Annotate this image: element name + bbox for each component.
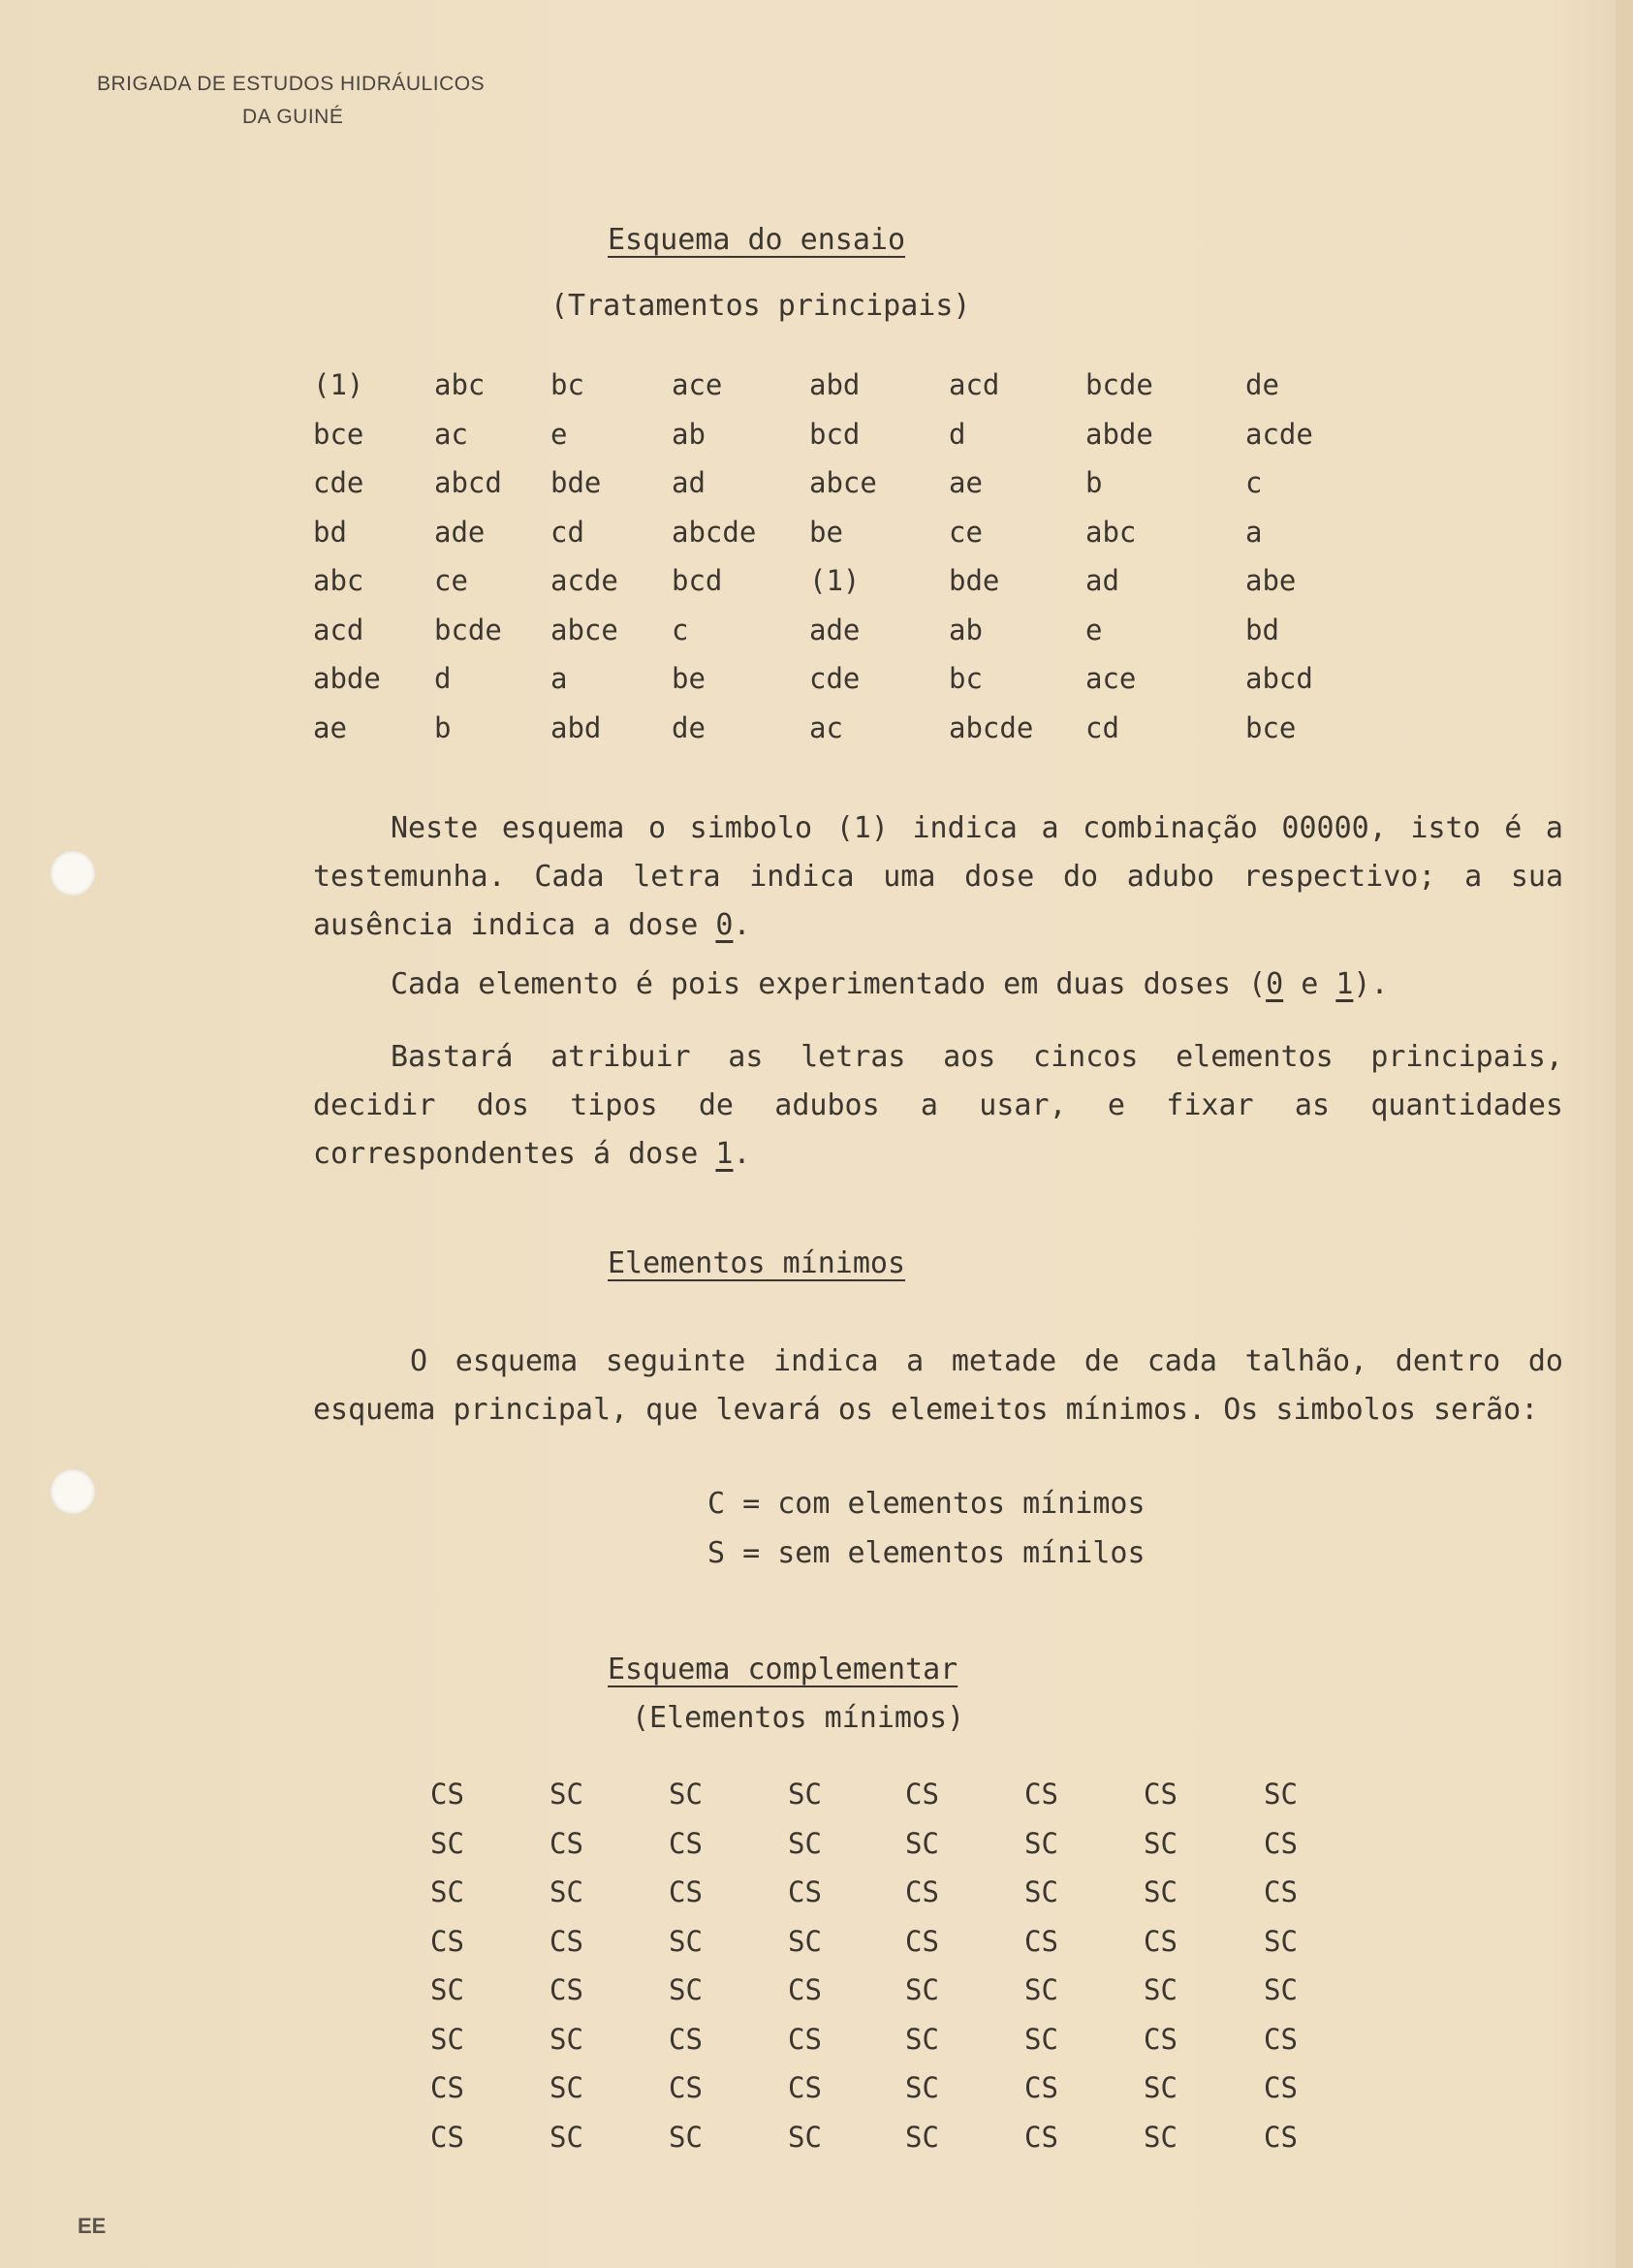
complementary-cell: SC	[788, 1924, 822, 1958]
complementary-cell: SC	[1144, 2120, 1178, 2154]
treatment-cell: ce	[949, 515, 983, 549]
complementary-cell: SC	[550, 2120, 583, 2154]
complementary-cell: SC	[1264, 1973, 1298, 2006]
treatment-cell: abcd	[1245, 662, 1313, 695]
complementary-cell: SC	[1024, 2022, 1058, 2056]
complementary-cell: SC	[1024, 1826, 1058, 1860]
complementary-cell: CS	[1144, 1778, 1178, 1811]
treatment-cell: ade	[434, 515, 486, 549]
complementary-cell: CS	[1024, 1924, 1058, 1958]
complementary-cell: CS	[550, 1924, 583, 1958]
treatment-cell: abc	[434, 368, 486, 401]
treatment-cell: abd	[809, 368, 861, 401]
treatment-cell: cde	[313, 466, 364, 499]
treatment-cell: acde	[550, 564, 618, 597]
paragraph-2-dose-0: 0	[1266, 967, 1284, 1001]
treatment-cell: d	[949, 417, 966, 451]
treatment-cell: b	[434, 710, 452, 744]
treatment-cell: a	[550, 662, 568, 695]
treatment-cell: ace	[1085, 662, 1137, 695]
treatment-cell: ab	[672, 417, 706, 451]
section-subtitle-tratamentos: (Tratamentos principais)	[550, 289, 971, 323]
complementary-cell: SC	[550, 1778, 583, 1811]
complementary-cell: SC	[905, 2071, 939, 2104]
complementary-cell: CS	[430, 2071, 464, 2104]
treatment-cell: c	[1245, 466, 1263, 499]
treatment-cell: cd	[550, 515, 584, 549]
complementary-cell: SC	[430, 1973, 464, 2006]
treatment-cell: bcd	[672, 564, 723, 597]
treatment-cell: abde	[313, 662, 381, 695]
treatment-cell: cd	[1085, 710, 1119, 744]
page-edge	[1616, 0, 1633, 2268]
treatment-cell: bd	[1245, 613, 1279, 646]
treatment-cell: acde	[1245, 417, 1313, 451]
complementary-cell: CS	[550, 1826, 583, 1860]
complementary-cell: CS	[430, 1924, 464, 1958]
punch-hole-top	[50, 851, 95, 896]
section-title-esquema-ensaio: Esquema do ensaio	[608, 223, 906, 257]
complementary-cell: CS	[550, 1973, 583, 2006]
paragraph-1-underlined: 0	[715, 908, 734, 942]
treatment-cell: bce	[313, 417, 364, 451]
treatment-cell: abe	[1245, 564, 1297, 597]
treatment-cell: ae	[313, 710, 347, 744]
treatment-cell: acd	[949, 368, 1000, 401]
treatment-cell: b	[1085, 466, 1103, 499]
definition-s: S = sem elementos mínilos	[707, 1536, 1146, 1570]
treatment-cell: (1)	[809, 564, 861, 597]
complementary-cell: SC	[1264, 1924, 1298, 1958]
treatments-grid	[313, 368, 1379, 756]
complementary-cell: SC	[1144, 2071, 1178, 2104]
treatment-cell: bde	[550, 466, 602, 499]
treatment-cell: bc	[550, 368, 584, 401]
complementary-cell: CS	[1144, 2022, 1178, 2056]
treatment-cell: abce	[809, 466, 877, 499]
treatment-cell: abde	[1085, 417, 1153, 451]
treatment-cell: ad	[672, 466, 706, 499]
paragraph-3-dose-1: 1	[715, 1137, 734, 1171]
complementary-cell: SC	[905, 1973, 939, 2006]
complementary-cell: CS	[788, 1973, 822, 2006]
paragraph-minimum-elements: O esquema seguinte indica a metade de cada talhão, dentro do esquema principal, que levará os elemeitos mínimos. Os simbolos serão:	[313, 1344, 1563, 1427]
complementary-cell: SC	[430, 1875, 464, 1908]
treatment-cell: de	[672, 710, 706, 744]
complementary-cell: SC	[905, 1826, 939, 1860]
treatment-cell: be	[672, 662, 706, 695]
paragraph-attribution	[313, 1033, 1563, 1179]
treatment-cell: abcd	[434, 466, 502, 499]
treatment-cell: bcde	[434, 613, 502, 646]
complementary-cell: SC	[669, 1973, 703, 2006]
treatment-cell: ab	[949, 613, 983, 646]
complementary-cell: CS	[1024, 2120, 1058, 2154]
complementary-cell: CS	[669, 1875, 703, 1908]
treatment-cell: e	[550, 417, 568, 451]
complementary-cell: SC	[905, 2022, 939, 2056]
complementary-cell: CS	[669, 1826, 703, 1860]
section-subtitle-elementos-minimos: (Elementos mínimos)	[632, 1701, 965, 1735]
treatment-cell: ae	[949, 466, 983, 499]
complementary-cell: SC	[788, 1778, 822, 1811]
complementary-cell: CS	[905, 1924, 939, 1958]
complementary-grid	[430, 1778, 1303, 2165]
complementary-cell: SC	[788, 2120, 822, 2154]
complementary-cell: SC	[669, 2120, 703, 2154]
complementary-cell: SC	[905, 2120, 939, 2154]
letterhead-line-1: BRIGADA DE ESTUDOS HIDRÁULICOS	[97, 73, 486, 95]
treatment-cell: bcde	[1085, 368, 1153, 401]
paragraph-2-mid: e	[1283, 967, 1336, 1001]
treatment-cell: abce	[550, 613, 618, 646]
complementary-cell: SC	[788, 1826, 822, 1860]
complementary-cell: CS	[1024, 2071, 1058, 2104]
complementary-cell: CS	[1144, 1924, 1178, 1958]
complementary-cell: SC	[669, 1778, 703, 1811]
treatment-cell: abc	[1085, 515, 1137, 549]
paragraph-2-text: Cada elemento é pois experimentado em duas doses (	[391, 967, 1267, 1001]
paragraph-3-text: Bastará atribuir as letras aos cincos elementos principais, decidir dos tipos de adubos a usar, e fixar as quantidades correspondentes á dose	[313, 1040, 1563, 1171]
treatment-cell: de	[1245, 368, 1279, 401]
treatment-cell: a	[1245, 515, 1263, 549]
treatment-cell: ade	[809, 613, 861, 646]
paragraph-2-end: ).	[1353, 967, 1389, 1001]
treatment-cell: be	[809, 515, 843, 549]
treatment-cell: e	[1085, 613, 1103, 646]
treatment-cell: ac	[809, 710, 843, 744]
definition-c: C = com elementos mínimos	[707, 1487, 1146, 1521]
complementary-cell: CS	[669, 2022, 703, 2056]
complementary-cell: SC	[550, 2071, 583, 2104]
treatment-cell: abd	[550, 710, 602, 744]
complementary-cell: CS	[1264, 2071, 1298, 2104]
treatment-cell: bce	[1245, 710, 1297, 744]
complementary-cell: SC	[1264, 1778, 1298, 1811]
complementary-cell: CS	[1024, 1778, 1058, 1811]
complementary-cell: CS	[788, 1875, 822, 1908]
complementary-cell: CS	[430, 2120, 464, 2154]
complementary-cell: CS	[905, 1875, 939, 1908]
complementary-cell: SC	[1144, 1826, 1178, 1860]
paragraph-1-end: .	[733, 908, 751, 942]
treatment-cell: ad	[1085, 564, 1119, 597]
treatment-cell: ace	[672, 368, 723, 401]
punch-hole-bottom	[50, 1469, 95, 1514]
complementary-cell: SC	[430, 1826, 464, 1860]
treatment-cell: bde	[949, 564, 1000, 597]
treatment-cell: acd	[313, 613, 364, 646]
treatment-cell: abc	[313, 564, 364, 597]
complementary-cell: CS	[905, 1778, 939, 1811]
treatment-cell: ce	[434, 564, 468, 597]
complementary-cell: SC	[550, 2022, 583, 2056]
complementary-cell: SC	[550, 1875, 583, 1908]
complementary-cell: CS	[1264, 1875, 1298, 1908]
letterhead-line-2: DA GUINÉ	[242, 106, 344, 128]
complementary-cell: SC	[1024, 1973, 1058, 2006]
complementary-cell: CS	[1264, 1826, 1298, 1860]
section-title-elementos-minimos: Elementos mínimos	[608, 1246, 906, 1280]
complementary-cell: CS	[788, 2071, 822, 2104]
treatment-cell: ac	[434, 417, 468, 451]
complementary-cell: SC	[1024, 1875, 1058, 1908]
paragraph-1-text: Neste esquema o simbolo (1) indica a combinação 00000, isto é a testemunha. Cada letra indica uma dose do adubo respectivo; a sua ausência indica a dose	[313, 811, 1563, 942]
treatment-cell: c	[672, 613, 689, 646]
complementary-cell: CS	[430, 1778, 464, 1811]
treatment-cell: d	[434, 662, 452, 695]
complementary-cell: CS	[669, 2071, 703, 2104]
complementary-cell: SC	[430, 2022, 464, 2056]
section-title-esquema-complementar: Esquema complementar	[608, 1653, 958, 1686]
treatment-cell: abcde	[672, 515, 757, 549]
footer-mark: EE	[78, 2214, 107, 2238]
complementary-cell: CS	[1264, 2120, 1298, 2154]
treatment-cell: cde	[809, 662, 861, 695]
treatment-cell: bc	[949, 662, 983, 695]
letterhead	[97, 68, 485, 134]
paragraph-2-dose-1: 1	[1335, 967, 1354, 1001]
treatment-cell: abcde	[949, 710, 1034, 744]
treatment-cell: (1)	[313, 368, 364, 401]
paragraph-symbol-explanation	[313, 804, 1563, 950]
complementary-cell: CS	[788, 2022, 822, 2056]
treatment-cell: bd	[313, 515, 347, 549]
treatment-cell: bcd	[809, 417, 861, 451]
complementary-cell: CS	[1264, 2022, 1298, 2056]
paragraph-3-end: .	[733, 1137, 751, 1171]
paragraph-doses	[391, 967, 1389, 1001]
complementary-cell: SC	[1144, 1875, 1178, 1908]
complementary-cell: SC	[669, 1924, 703, 1958]
complementary-cell: SC	[1144, 1973, 1178, 2006]
